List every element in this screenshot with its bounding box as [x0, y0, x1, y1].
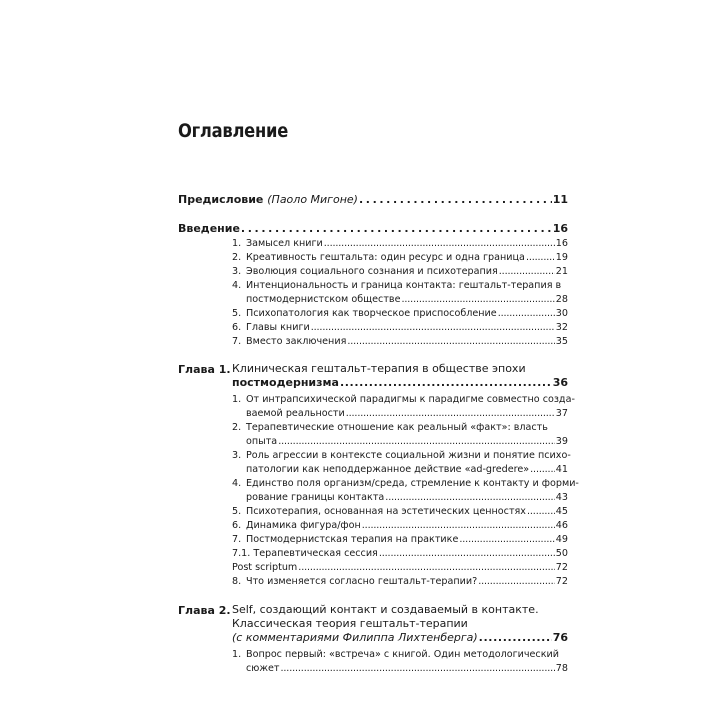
toc-item[interactable]: 3. Эволюция социального сознания и психотерапия . . . 21 — [178, 265, 568, 279]
toc-entry-preface[interactable] — [178, 192, 568, 207]
toc-entry-chapter-2[interactable]: Self, создающий контакт и создаваемый в контакте. Классическая теория гештальт-терапии (с комментариями Филиппа Лихтенберга) . . . 76 — [232, 603, 568, 645]
toc-item[interactable]: Post scriptum . . . 72 — [178, 561, 568, 575]
toc-item[interactable]: 4. Единство поля организм/среда, стремление к контакту и форми- рование границы контакта . . . 43 — [178, 477, 568, 505]
toc-item[interactable]: 1. Замысел книги . . . 16 — [178, 237, 568, 251]
leader-dots — [479, 631, 552, 645]
chapter-1-title: Клиническая гештальт-терапия в обществе эпохи — [232, 362, 526, 375]
leader-dots — [241, 221, 552, 236]
toc-item[interactable]: 5. Психопатология как творческое приспособление . . . 30 — [178, 307, 568, 321]
intro-label: Введение — [178, 222, 240, 235]
toc-item[interactable]: 2. Терапевтические отношение как реальный «факт»: власть опыта . . . 39 — [178, 421, 568, 449]
leader-dots — [340, 376, 552, 390]
toc-item[interactable]: 2. Креативность гештальта: один ресурс и одна граница . . . 19 — [178, 251, 568, 265]
page-number: 76 — [552, 631, 568, 644]
page-number: 11 — [552, 193, 568, 206]
preface-author: (Паоло Мигоне) — [267, 193, 358, 206]
page-number: 16 — [552, 222, 568, 235]
toc-item[interactable]: 6. Динамика фигура/фон . . . 46 — [178, 519, 568, 533]
chapter-2-label: Глава 2. — [178, 604, 231, 617]
toc-item[interactable]: 3. Роль агрессии в контексте социальной жизни и понятие психо- патологии как неподдержанное действие «ad-gredere» . . . 41 — [178, 449, 568, 477]
chapter-1-label: Глава 1. — [178, 363, 231, 376]
page-title: Оглавление — [178, 120, 289, 142]
toc-item[interactable]: 7. Постмодернистская терапия на практике . . . 49 — [178, 533, 568, 547]
toc-entry-chapter-1[interactable]: Клиническая гештальт-терапия в обществе эпохи постмодернизма . . . 36 — [232, 362, 568, 390]
toc-item[interactable]: 7. Вместо заключения . . . 35 — [178, 335, 568, 349]
toc-entry-intro[interactable] — [178, 221, 568, 236]
chapter-2-title: Self, создающий контакт и создаваемый в контакте. — [232, 603, 539, 616]
toc-item[interactable]: 6. Главы книги . . . 32 — [178, 321, 568, 335]
toc-item[interactable]: 5. Психотерапия, основанная на эстетических ценностях . . . 45 — [178, 505, 568, 519]
toc-item[interactable]: 7.1. Терапевтическая сессия . . . 50 — [178, 547, 568, 561]
preface-label: Предисловие — [178, 193, 264, 206]
page-number: 36 — [552, 376, 568, 389]
toc-item[interactable]: 4. Интенциональность и граница контакта: гештальт-терапия в постмодернистском обществе . . . 28 — [178, 279, 568, 307]
toc-item[interactable]: 1. Вопрос первый: «встреча» с книгой. Один методологический сюжет . . . 78 — [178, 648, 568, 676]
leader-dots — [359, 192, 552, 207]
toc-item[interactable]: 8. Что изменяется согласно гештальт-терапии? . . . 72 — [178, 575, 568, 589]
toc-item[interactable]: 1. От интрапсихической парадигмы к парадигме совместно созда- ваемой реальности . . . 37 — [178, 393, 568, 421]
